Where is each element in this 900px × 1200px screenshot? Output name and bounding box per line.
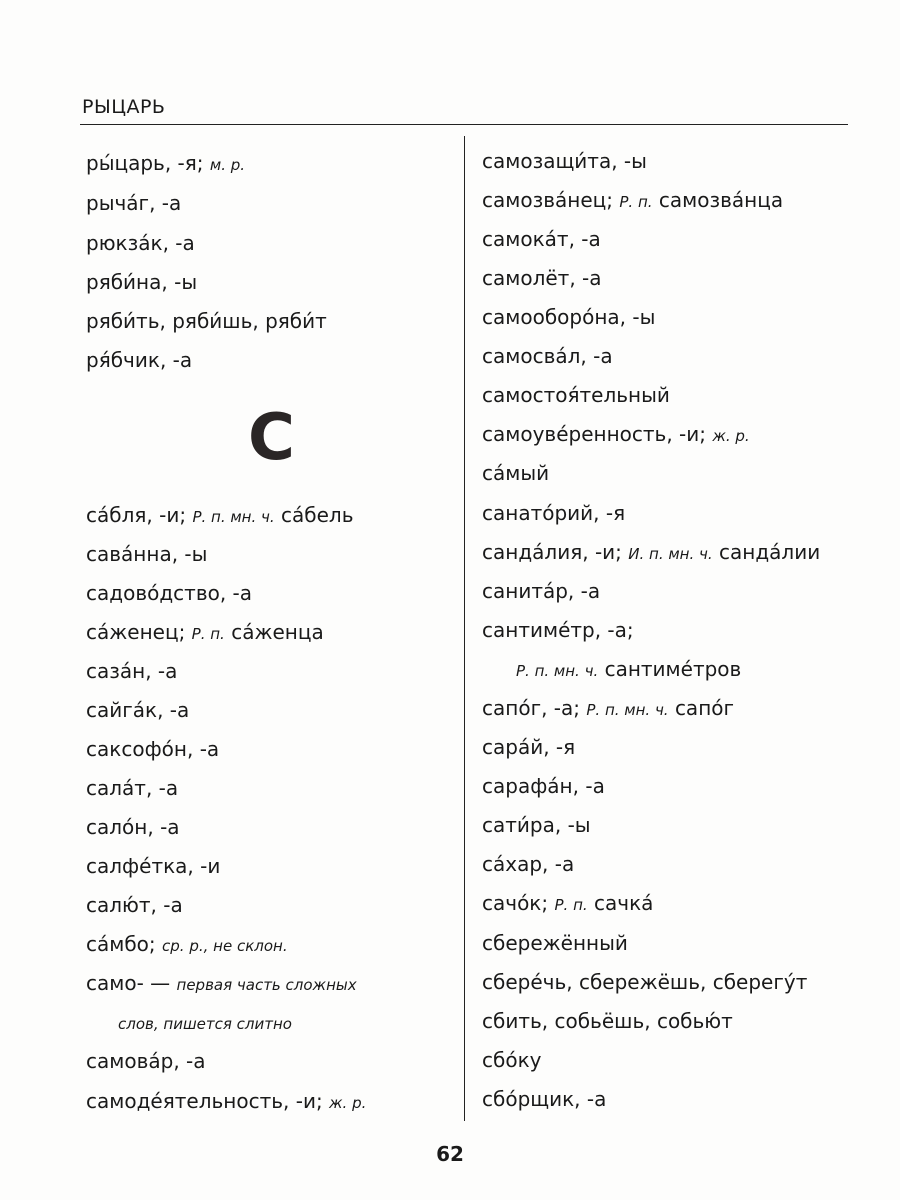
- entry-sapog: сапо́г, -а; Р. п. мн. ч. сапо́г: [482, 696, 735, 720]
- entry-ryabina: ряби́на, -ы: [86, 270, 198, 294]
- entry-sazhenets: са́женец; Р. п. са́женца: [86, 620, 324, 644]
- entry-sanatory: санато́рий, -я: [482, 501, 626, 525]
- entry-samodeyatelnost: самоде́ятельность, -и; ж. р.: [86, 1089, 367, 1113]
- entry-satira: сати́ра, -ы: [482, 813, 591, 837]
- entry-sbit: сбить, собьёшь, собью́т: [482, 1009, 733, 1033]
- entry-sanitar: санита́р, -а: [482, 579, 601, 603]
- entry-sberech: сбере́чь, сбережёшь, сберегу́т: [482, 970, 808, 994]
- entry-salyut: салю́т, -а: [86, 893, 183, 917]
- entry-samovar: самова́р, -а: [86, 1049, 206, 1073]
- entry-samosval: самосва́л, -а: [482, 344, 613, 368]
- entry-samolyot: самолёт, -а: [482, 266, 602, 290]
- entry-saigak: сайга́к, -а: [86, 698, 190, 722]
- entry-saray: сара́й, -я: [482, 735, 576, 759]
- entry-samouverennost: самоуве́ренность, -и; ж. р.: [482, 422, 750, 446]
- entry-salfetka: салфе́тка, -и: [86, 854, 221, 878]
- header-rule: [80, 124, 848, 125]
- column-divider: [464, 136, 465, 1121]
- entry-sablya: са́бля, -и; Р. п. мн. ч. са́бель: [86, 503, 354, 527]
- entry-sachok: сачо́к; Р. п. сачка́: [482, 891, 654, 915]
- running-head: РЫЦАРЬ: [82, 96, 166, 118]
- entry-saksofon: саксофо́н, -а: [86, 737, 220, 761]
- entry-samostoyatelny: самостоя́тельный: [482, 383, 670, 407]
- entry-sambo: са́мбо; ср. р., не склон.: [86, 932, 288, 956]
- entry-samy: са́мый: [482, 461, 550, 485]
- entry-sandaliya: санда́лия, -и; И. п. мн. ч. санда́лии: [482, 540, 821, 564]
- entry-ryabit: ряби́ть, ряби́шь, ряби́т: [86, 309, 327, 333]
- entry-samozvanets: самозва́нец; Р. п. самозва́нца: [482, 188, 784, 212]
- entry-samozashchita: самозащи́та, -ы: [482, 149, 647, 173]
- section-letter: С: [248, 401, 295, 475]
- entry-salat: сала́т, -а: [86, 776, 179, 800]
- entry-sberezhenny: сбережённый: [482, 931, 628, 955]
- entry-sadovodstvo: садово́дство, -а: [86, 581, 253, 605]
- entry-samokat: самока́т, -а: [482, 227, 601, 251]
- entry-ryabchik: ря́бчик, -а: [86, 348, 193, 372]
- entry-sboku: сбо́ку: [482, 1048, 542, 1072]
- entry-sborshchik: сбо́рщик, -а: [482, 1087, 607, 1111]
- entry-santimetr: сантиме́тр, -а;: [482, 618, 634, 642]
- entry-rytsar: ры́царь, -я; м. р.: [86, 151, 246, 175]
- entry-salon: сало́н, -а: [86, 815, 180, 839]
- entry-samooborona: самооборо́на, -ы: [482, 305, 656, 329]
- entry-sarafan: сарафа́н, -а: [482, 774, 605, 798]
- entry-samo-continuation: слов, пишется слитно: [118, 1015, 292, 1033]
- page-number: 62: [436, 1142, 464, 1166]
- entry-savanna: сава́нна, -ы: [86, 542, 208, 566]
- entry-santimetr-continuation: Р. п. мн. ч. сантиме́тров: [516, 657, 742, 681]
- entry-sazan: саза́н, -а: [86, 659, 178, 683]
- entry-ryukzak: рюкза́к, -а: [86, 231, 195, 255]
- entry-rychag: рыча́г, -а: [86, 191, 182, 215]
- entry-sakhar: са́хар, -а: [482, 852, 575, 876]
- entry-samo: само- — первая часть сложных: [86, 971, 357, 995]
